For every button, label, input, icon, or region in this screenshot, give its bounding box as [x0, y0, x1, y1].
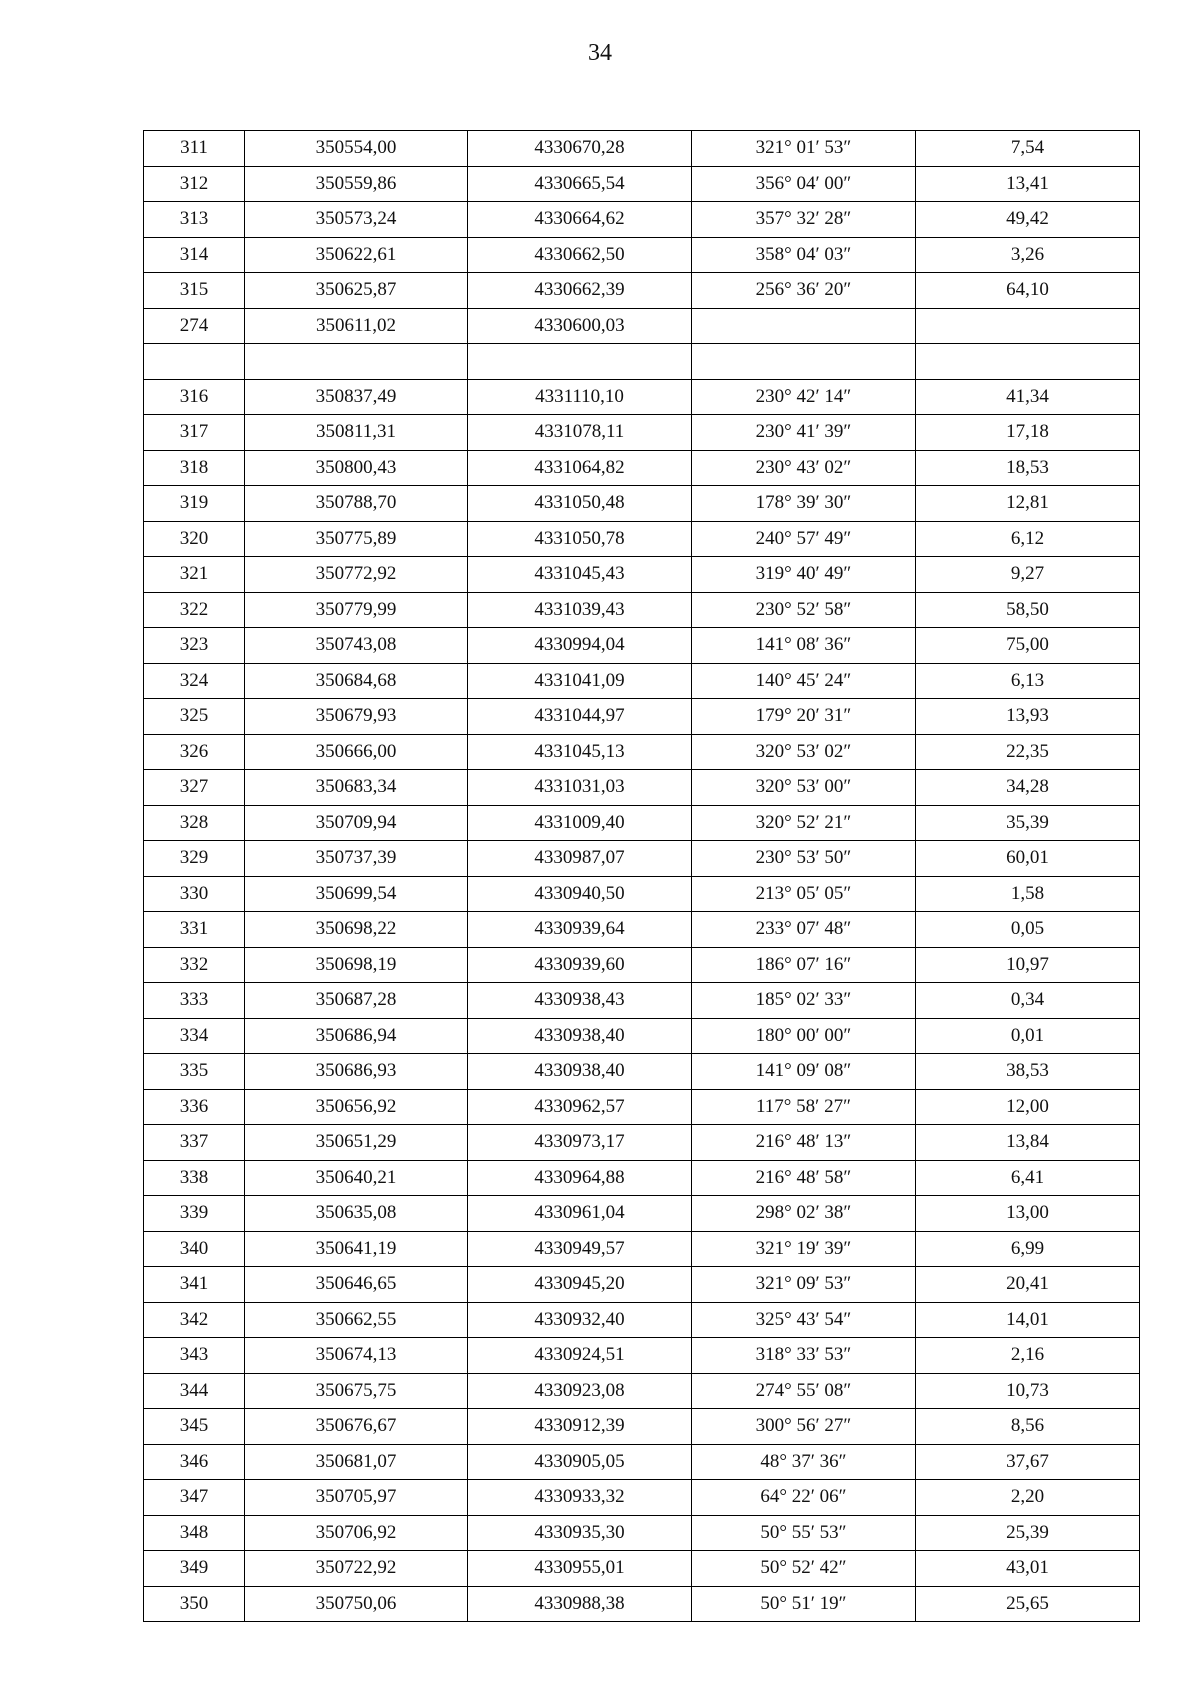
direction-angle-cell: 357° 32′ 28″ — [692, 202, 916, 238]
point-number-cell: 341 — [144, 1267, 245, 1303]
table-row — [144, 131, 1140, 167]
y-coordinate-cell: 4330994,04 — [468, 628, 692, 664]
distance-cell: 25,65 — [916, 1586, 1140, 1622]
distance-cell: 49,42 — [916, 202, 1140, 238]
point-number-cell: 338 — [144, 1160, 245, 1196]
x-coordinate-cell: 350779,99 — [245, 592, 468, 628]
table-row — [144, 273, 1140, 309]
direction-angle-cell: 256° 36′ 20″ — [692, 273, 916, 309]
point-number-cell: 311 — [144, 131, 245, 167]
y-coordinate-cell: 4331039,43 — [468, 592, 692, 628]
x-coordinate-cell: 350662,55 — [245, 1302, 468, 1338]
direction-angle-cell: 318° 33′ 53″ — [692, 1338, 916, 1374]
distance-cell: 38,53 — [916, 1054, 1140, 1090]
distance-cell — [916, 344, 1140, 380]
distance-cell: 22,35 — [916, 734, 1140, 770]
distance-cell: 60,01 — [916, 841, 1140, 877]
y-coordinate-cell: 4330939,60 — [468, 947, 692, 983]
x-coordinate-cell: 350750,06 — [245, 1586, 468, 1622]
y-coordinate-cell: 4330949,57 — [468, 1231, 692, 1267]
direction-angle-cell: 319° 40′ 49″ — [692, 557, 916, 593]
point-number-cell: 325 — [144, 699, 245, 735]
y-coordinate-cell: 4330670,28 — [468, 131, 692, 167]
point-number-cell: 322 — [144, 592, 245, 628]
point-number-cell: 346 — [144, 1444, 245, 1480]
direction-angle-cell: 178° 39′ 30″ — [692, 486, 916, 522]
direction-angle-cell: 64° 22′ 06″ — [692, 1480, 916, 1516]
distance-cell: 20,41 — [916, 1267, 1140, 1303]
direction-angle-cell: 321° 19′ 39″ — [692, 1231, 916, 1267]
point-number-cell: 339 — [144, 1196, 245, 1232]
table-row — [144, 592, 1140, 628]
table-row — [144, 237, 1140, 273]
distance-cell: 7,54 — [916, 131, 1140, 167]
table-row — [144, 308, 1140, 344]
x-coordinate-cell: 350681,07 — [245, 1444, 468, 1480]
y-coordinate-cell: 4331045,43 — [468, 557, 692, 593]
y-coordinate-cell: 4331031,03 — [468, 770, 692, 806]
y-coordinate-cell: 4330905,05 — [468, 1444, 692, 1480]
point-number-cell: 274 — [144, 308, 245, 344]
x-coordinate-cell: 350666,00 — [245, 734, 468, 770]
y-coordinate-cell: 4330939,64 — [468, 912, 692, 948]
point-number-cell: 344 — [144, 1373, 245, 1409]
table-row — [144, 1551, 1140, 1587]
x-coordinate-cell: 350684,68 — [245, 663, 468, 699]
x-coordinate-cell: 350651,29 — [245, 1125, 468, 1161]
direction-angle-cell: 320° 53′ 00″ — [692, 770, 916, 806]
distance-cell: 37,67 — [916, 1444, 1140, 1480]
table-row — [144, 1054, 1140, 1090]
distance-cell: 64,10 — [916, 273, 1140, 309]
table-row — [144, 1515, 1140, 1551]
x-coordinate-cell — [245, 344, 468, 380]
y-coordinate-cell: 4330912,39 — [468, 1409, 692, 1445]
distance-cell: 2,16 — [916, 1338, 1140, 1374]
point-number-cell: 347 — [144, 1480, 245, 1516]
point-number-cell: 335 — [144, 1054, 245, 1090]
distance-cell: 6,12 — [916, 521, 1140, 557]
table-row — [144, 1480, 1140, 1516]
direction-angle-cell: 230° 43′ 02″ — [692, 450, 916, 486]
direction-angle-cell: 50° 52′ 42″ — [692, 1551, 916, 1587]
direction-angle-cell — [692, 308, 916, 344]
distance-cell: 58,50 — [916, 592, 1140, 628]
table-row — [144, 876, 1140, 912]
x-coordinate-cell: 350640,21 — [245, 1160, 468, 1196]
direction-angle-cell: 216° 48′ 58″ — [692, 1160, 916, 1196]
direction-angle-cell: 48° 37′ 36″ — [692, 1444, 916, 1480]
point-number-cell: 333 — [144, 983, 245, 1019]
table-row — [144, 805, 1140, 841]
distance-cell: 10,97 — [916, 947, 1140, 983]
y-coordinate-cell: 4330938,43 — [468, 983, 692, 1019]
x-coordinate-cell: 350573,24 — [245, 202, 468, 238]
distance-cell: 0,05 — [916, 912, 1140, 948]
distance-cell: 13,00 — [916, 1196, 1140, 1232]
table-row — [144, 734, 1140, 770]
direction-angle-cell: 179° 20′ 31″ — [692, 699, 916, 735]
y-coordinate-cell: 4330945,20 — [468, 1267, 692, 1303]
distance-cell: 9,27 — [916, 557, 1140, 593]
y-coordinate-cell: 4330600,03 — [468, 308, 692, 344]
x-coordinate-cell: 350635,08 — [245, 1196, 468, 1232]
point-number-cell: 320 — [144, 521, 245, 557]
point-number-cell: 326 — [144, 734, 245, 770]
y-coordinate-cell: 4331044,97 — [468, 699, 692, 735]
distance-cell: 2,20 — [916, 1480, 1140, 1516]
point-number-cell: 321 — [144, 557, 245, 593]
table-row — [144, 1373, 1140, 1409]
distance-cell: 25,39 — [916, 1515, 1140, 1551]
page-number: 34 — [588, 40, 612, 66]
table-row — [144, 486, 1140, 522]
table-row — [144, 983, 1140, 1019]
point-number-cell: 334 — [144, 1018, 245, 1054]
x-coordinate-cell: 350705,97 — [245, 1480, 468, 1516]
x-coordinate-cell: 350656,92 — [245, 1089, 468, 1125]
y-coordinate-cell: 4330662,39 — [468, 273, 692, 309]
y-coordinate-cell: 4330961,04 — [468, 1196, 692, 1232]
direction-angle-cell: 141° 09′ 08″ — [692, 1054, 916, 1090]
x-coordinate-cell: 350737,39 — [245, 841, 468, 877]
y-coordinate-cell: 4330932,40 — [468, 1302, 692, 1338]
point-number-cell: 330 — [144, 876, 245, 912]
y-coordinate-cell: 4330938,40 — [468, 1054, 692, 1090]
direction-angle-cell: 230° 52′ 58″ — [692, 592, 916, 628]
distance-cell: 13,93 — [916, 699, 1140, 735]
table-row — [144, 1586, 1140, 1622]
x-coordinate-cell: 350709,94 — [245, 805, 468, 841]
distance-cell: 0,34 — [916, 983, 1140, 1019]
direction-angle-cell: 321° 09′ 53″ — [692, 1267, 916, 1303]
distance-cell: 43,01 — [916, 1551, 1140, 1587]
distance-cell: 6,41 — [916, 1160, 1140, 1196]
x-coordinate-cell: 350800,43 — [245, 450, 468, 486]
y-coordinate-cell: 4331041,09 — [468, 663, 692, 699]
direction-angle-cell: 50° 55′ 53″ — [692, 1515, 916, 1551]
point-number-cell: 314 — [144, 237, 245, 273]
table-row — [144, 947, 1140, 983]
direction-angle-cell: 274° 55′ 08″ — [692, 1373, 916, 1409]
y-coordinate-cell: 4331110,10 — [468, 379, 692, 415]
point-number-cell: 329 — [144, 841, 245, 877]
distance-cell: 41,34 — [916, 379, 1140, 415]
point-number-cell: 317 — [144, 415, 245, 451]
direction-angle-cell: 117° 58′ 27″ — [692, 1089, 916, 1125]
x-coordinate-cell: 350811,31 — [245, 415, 468, 451]
y-coordinate-cell: 4331050,78 — [468, 521, 692, 557]
direction-angle-cell: 140° 45′ 24″ — [692, 663, 916, 699]
table-row — [144, 628, 1140, 664]
y-coordinate-cell: 4331064,82 — [468, 450, 692, 486]
table-row — [144, 1125, 1140, 1161]
y-coordinate-cell: 4330988,38 — [468, 1586, 692, 1622]
x-coordinate-cell: 350837,49 — [245, 379, 468, 415]
x-coordinate-cell: 350706,92 — [245, 1515, 468, 1551]
table-row — [144, 1160, 1140, 1196]
direction-angle-cell: 213° 05′ 05″ — [692, 876, 916, 912]
direction-angle-cell: 230° 42′ 14″ — [692, 379, 916, 415]
y-coordinate-cell: 4330924,51 — [468, 1338, 692, 1374]
direction-angle-cell: 141° 08′ 36″ — [692, 628, 916, 664]
y-coordinate-cell: 4331045,13 — [468, 734, 692, 770]
point-number-cell: 319 — [144, 486, 245, 522]
direction-angle-cell: 320° 52′ 21″ — [692, 805, 916, 841]
direction-angle-cell: 216° 48′ 13″ — [692, 1125, 916, 1161]
x-coordinate-cell: 350622,61 — [245, 237, 468, 273]
x-coordinate-cell: 350611,02 — [245, 308, 468, 344]
y-coordinate-cell: 4330964,88 — [468, 1160, 692, 1196]
x-coordinate-cell: 350559,86 — [245, 166, 468, 202]
distance-cell: 12,00 — [916, 1089, 1140, 1125]
table-row — [144, 450, 1140, 486]
distance-cell: 6,13 — [916, 663, 1140, 699]
table-row — [144, 912, 1140, 948]
x-coordinate-cell: 350646,65 — [245, 1267, 468, 1303]
point-number-cell: 348 — [144, 1515, 245, 1551]
x-coordinate-cell: 350687,28 — [245, 983, 468, 1019]
x-coordinate-cell: 350775,89 — [245, 521, 468, 557]
direction-angle-cell: 320° 53′ 02″ — [692, 734, 916, 770]
y-coordinate-cell: 4330987,07 — [468, 841, 692, 877]
point-number-cell: 340 — [144, 1231, 245, 1267]
y-coordinate-cell: 4331078,11 — [468, 415, 692, 451]
distance-cell: 13,41 — [916, 166, 1140, 202]
table-row — [144, 1409, 1140, 1445]
x-coordinate-cell: 350686,93 — [245, 1054, 468, 1090]
table-row — [144, 557, 1140, 593]
point-number-cell: 318 — [144, 450, 245, 486]
coordinates-table — [143, 130, 1140, 1622]
point-number-cell: 343 — [144, 1338, 245, 1374]
point-number-cell: 336 — [144, 1089, 245, 1125]
point-number-cell: 337 — [144, 1125, 245, 1161]
direction-angle-cell: 298° 02′ 38″ — [692, 1196, 916, 1232]
table-row — [144, 841, 1140, 877]
point-number-cell — [144, 344, 245, 380]
direction-angle-cell: 186° 07′ 16″ — [692, 947, 916, 983]
distance-cell: 3,26 — [916, 237, 1140, 273]
table-row — [144, 1444, 1140, 1480]
x-coordinate-cell: 350625,87 — [245, 273, 468, 309]
y-coordinate-cell: 4330973,17 — [468, 1125, 692, 1161]
direction-angle-cell: 180° 00′ 00″ — [692, 1018, 916, 1054]
direction-angle-cell: 185° 02′ 33″ — [692, 983, 916, 1019]
distance-cell: 13,84 — [916, 1125, 1140, 1161]
table-row — [144, 1338, 1140, 1374]
point-number-cell: 328 — [144, 805, 245, 841]
point-number-cell: 349 — [144, 1551, 245, 1587]
x-coordinate-cell: 350743,08 — [245, 628, 468, 664]
point-number-cell: 331 — [144, 912, 245, 948]
table-row — [144, 1267, 1140, 1303]
direction-angle-cell: 233° 07′ 48″ — [692, 912, 916, 948]
distance-cell: 34,28 — [916, 770, 1140, 806]
distance-cell: 8,56 — [916, 1409, 1140, 1445]
x-coordinate-cell: 350772,92 — [245, 557, 468, 593]
direction-angle-cell: 325° 43′ 54″ — [692, 1302, 916, 1338]
table-row — [144, 770, 1140, 806]
distance-cell: 18,53 — [916, 450, 1140, 486]
direction-angle-cell: 358° 04′ 03″ — [692, 237, 916, 273]
table-row — [144, 202, 1140, 238]
direction-angle-cell — [692, 344, 916, 380]
direction-angle-cell: 230° 53′ 50″ — [692, 841, 916, 877]
point-number-cell: 315 — [144, 273, 245, 309]
y-coordinate-cell: 4331009,40 — [468, 805, 692, 841]
x-coordinate-cell: 350686,94 — [245, 1018, 468, 1054]
point-number-cell: 350 — [144, 1586, 245, 1622]
x-coordinate-cell: 350679,93 — [245, 699, 468, 735]
x-coordinate-cell: 350641,19 — [245, 1231, 468, 1267]
distance-cell — [916, 308, 1140, 344]
x-coordinate-cell: 350788,70 — [245, 486, 468, 522]
direction-angle-cell: 356° 04′ 00″ — [692, 166, 916, 202]
point-number-cell: 323 — [144, 628, 245, 664]
x-coordinate-cell: 350675,75 — [245, 1373, 468, 1409]
y-coordinate-cell: 4330662,50 — [468, 237, 692, 273]
distance-cell: 17,18 — [916, 415, 1140, 451]
y-coordinate-cell: 4330665,54 — [468, 166, 692, 202]
table-row — [144, 415, 1140, 451]
direction-angle-cell: 300° 56′ 27″ — [692, 1409, 916, 1445]
direction-angle-cell: 240° 57′ 49″ — [692, 521, 916, 557]
direction-angle-cell: 230° 41′ 39″ — [692, 415, 916, 451]
x-coordinate-cell: 350674,13 — [245, 1338, 468, 1374]
table-row — [144, 663, 1140, 699]
table-row — [144, 1089, 1140, 1125]
x-coordinate-cell: 350722,92 — [245, 1551, 468, 1587]
distance-cell: 12,81 — [916, 486, 1140, 522]
y-coordinate-cell: 4330962,57 — [468, 1089, 692, 1125]
y-coordinate-cell: 4330955,01 — [468, 1551, 692, 1587]
distance-cell: 14,01 — [916, 1302, 1140, 1338]
table-row — [144, 166, 1140, 202]
x-coordinate-cell: 350683,34 — [245, 770, 468, 806]
point-number-cell: 324 — [144, 663, 245, 699]
y-coordinate-cell: 4330940,50 — [468, 876, 692, 912]
point-number-cell: 312 — [144, 166, 245, 202]
y-coordinate-cell — [468, 344, 692, 380]
distance-cell: 10,73 — [916, 1373, 1140, 1409]
table-row — [144, 344, 1140, 380]
y-coordinate-cell: 4331050,48 — [468, 486, 692, 522]
point-number-cell: 316 — [144, 379, 245, 415]
x-coordinate-cell: 350698,19 — [245, 947, 468, 983]
x-coordinate-cell: 350676,67 — [245, 1409, 468, 1445]
direction-angle-cell: 50° 51′ 19″ — [692, 1586, 916, 1622]
point-number-cell: 332 — [144, 947, 245, 983]
table-row — [144, 1231, 1140, 1267]
coordinates-table-body — [144, 131, 1140, 1622]
y-coordinate-cell: 4330938,40 — [468, 1018, 692, 1054]
y-coordinate-cell: 4330935,30 — [468, 1515, 692, 1551]
direction-angle-cell: 321° 01′ 53″ — [692, 131, 916, 167]
table-row — [144, 521, 1140, 557]
x-coordinate-cell: 350554,00 — [245, 131, 468, 167]
table-row — [144, 1018, 1140, 1054]
x-coordinate-cell: 350698,22 — [245, 912, 468, 948]
distance-cell: 1,58 — [916, 876, 1140, 912]
distance-cell: 6,99 — [916, 1231, 1140, 1267]
table-row — [144, 1196, 1140, 1232]
distance-cell: 35,39 — [916, 805, 1140, 841]
distance-cell: 75,00 — [916, 628, 1140, 664]
y-coordinate-cell: 4330923,08 — [468, 1373, 692, 1409]
table-row — [144, 379, 1140, 415]
point-number-cell: 342 — [144, 1302, 245, 1338]
y-coordinate-cell: 4330933,32 — [468, 1480, 692, 1516]
y-coordinate-cell: 4330664,62 — [468, 202, 692, 238]
table-row — [144, 699, 1140, 735]
point-number-cell: 327 — [144, 770, 245, 806]
distance-cell: 0,01 — [916, 1018, 1140, 1054]
table-row — [144, 1302, 1140, 1338]
point-number-cell: 345 — [144, 1409, 245, 1445]
x-coordinate-cell: 350699,54 — [245, 876, 468, 912]
point-number-cell: 313 — [144, 202, 245, 238]
